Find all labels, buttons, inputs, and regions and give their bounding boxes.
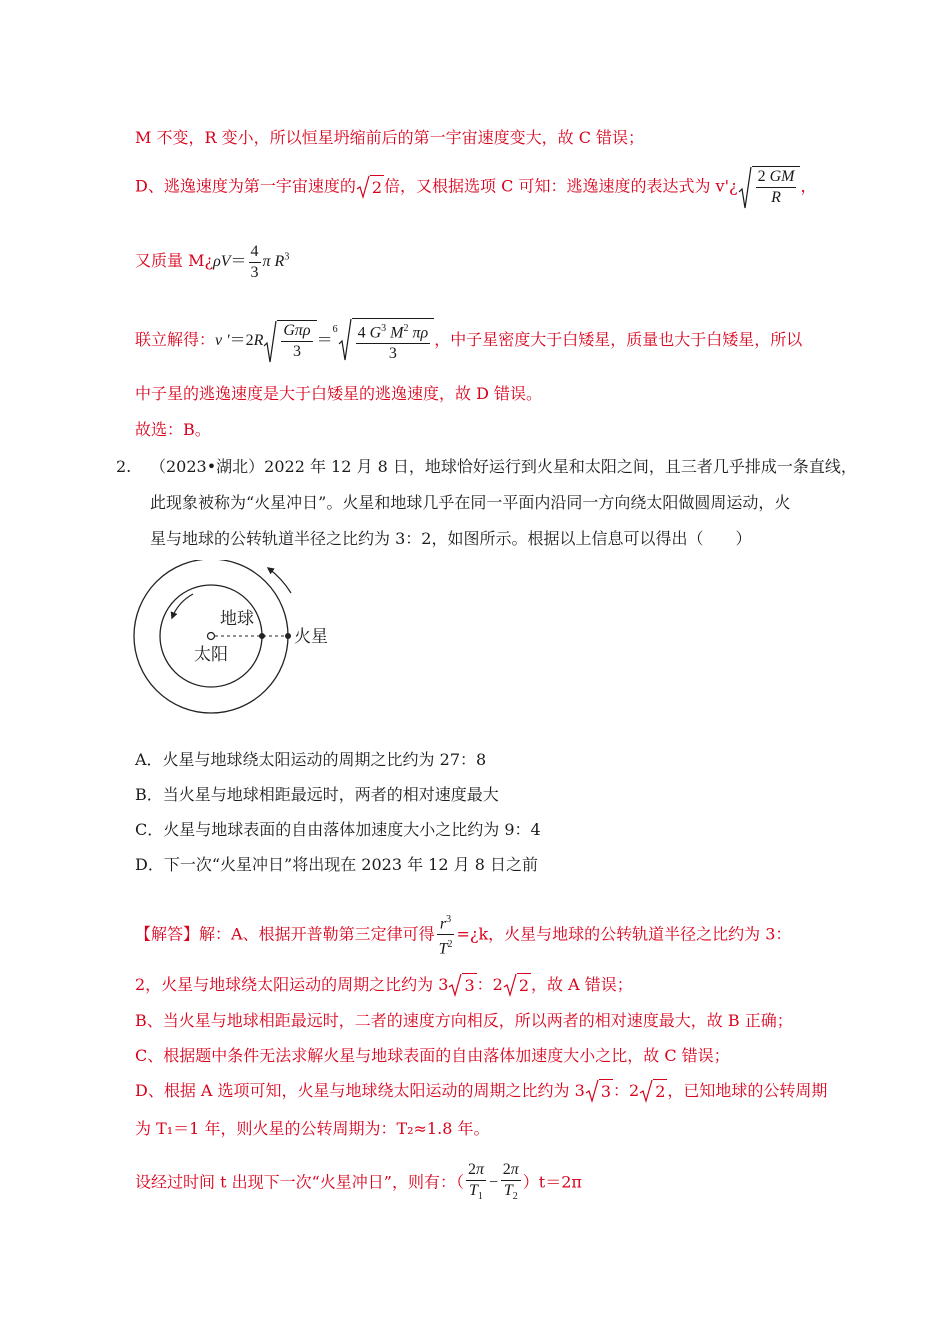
text-segment: 设经过时间 t 出现下一次“火星冲日”，则有：（ xyxy=(135,1172,464,1192)
answer-line xyxy=(135,973,633,998)
sqrt-3: 3 xyxy=(585,1079,613,1104)
text-segment: 倍，又根据选项 C 可知：逃逸速度的表达式为 v'¿ xyxy=(384,176,738,196)
earth-direction-arrow xyxy=(172,594,193,618)
answer-line xyxy=(135,910,791,960)
option-d[interactable]: D．下一次“火星冲日”将出现在 2023 年 12 月 8 日之前 xyxy=(135,855,538,874)
question-text: 星与地球的公转轨道半径之比约为 3：2，如图所示。根据以上信息可以得出（ ） xyxy=(150,529,752,548)
answer-tag: 【解答】 xyxy=(135,924,200,944)
sqrt-3: 3 xyxy=(448,973,476,998)
kepler-fraction: $\frac{r^3}{T^2}$ xyxy=(437,910,455,960)
text-line: M 不变，R 变小，所以恒星坍缩前后的第一宇宙速度变大，故 C 错误； xyxy=(135,128,645,147)
question-number: 2. xyxy=(116,457,132,476)
text-segment: 又质量 M¿ xyxy=(135,251,214,271)
question-text: （2023•湖北）2022 年 12 月 8 日，地球恰好运行到火星和太阳之间，且三者几乎排成一条直线， xyxy=(150,457,857,476)
option-c[interactable]: C．火星与地球表面的自由落体加速度大小之比约为 9：4 xyxy=(135,820,541,839)
text-segment: D、根据 A 选项可知，火星与地球绕太阳运动的周期之比约为 3 xyxy=(135,1081,585,1100)
text-line xyxy=(135,166,816,208)
text-segment: ，已知地球的公转周期 xyxy=(667,1081,828,1100)
sqrt-2: 2 xyxy=(356,175,384,200)
orbit-diagram xyxy=(128,560,338,720)
question-text: 此现象被称为“火星冲日”。火星和地球几乎在同一平面内沿同一方向绕太阳做圆周运动，火 xyxy=(150,493,791,512)
text-line: 故选：B。 xyxy=(135,420,211,439)
sqrt-2gm-r: $\frac{2 GM}{R}$ xyxy=(738,166,801,208)
text-segment: 2，火星与地球绕太阳运动的周期之比约为 3 xyxy=(135,975,449,994)
text-segment: =¿k，火星与地球的公转轨道半径之比约为 3： xyxy=(456,924,792,944)
text-segment: 解：A、根据开普勒第三定律可得 xyxy=(199,924,435,944)
sun-marker xyxy=(208,633,215,640)
answer-line xyxy=(135,1160,582,1207)
mars-marker xyxy=(285,633,291,639)
sqrt-2: 2 xyxy=(639,1079,667,1104)
mass-formula: ρV＝ $\frac{4}{3}$ π $R^3$ xyxy=(213,243,290,281)
text-line xyxy=(135,242,289,283)
text-line xyxy=(135,318,802,364)
mars-label: 火星 xyxy=(294,627,328,646)
answer-line: 为 T₁＝1 年，则火星的公转周期为：T₂≈1.8 年。 xyxy=(135,1119,490,1138)
answer-line xyxy=(135,1079,827,1104)
text-segment: ，故 A 错误； xyxy=(531,975,633,994)
text-segment: 联立解得： xyxy=(135,329,216,349)
sun-label: 太阳 xyxy=(194,645,228,664)
synodic-formula: $\frac{2\pi}{T_1}$ − $\frac{2\pi}{T_2}$ xyxy=(467,1161,519,1203)
option-a[interactable]: A．火星与地球绕太阳运动的周期之比约为 27：8 xyxy=(135,750,487,769)
text-segment: ：2 xyxy=(476,975,503,994)
earth-marker xyxy=(259,633,265,639)
sqrt-2: 2 xyxy=(503,973,531,998)
text-segment: ）t＝2π xyxy=(522,1172,582,1192)
earth-label: 地球 xyxy=(220,609,254,628)
text-segment: ， xyxy=(800,176,817,196)
text-segment: ：2 xyxy=(613,1081,640,1100)
text-segment: ，中子星密度大于白矮星，质量也大于白矮星，所以 xyxy=(434,329,803,349)
option-b[interactable]: B．当火星与地球相距最远时，两者的相对速度最大 xyxy=(135,785,499,804)
answer-line: C、根据题中条件无法求解火星与地球表面的自由落体加速度大小之比，故 C 错误； xyxy=(135,1046,730,1065)
solution-formula: v '＝2R $\frac{\text{Gπρ}}{3}$ ＝$^6$ $\frac{4 G^3 M^2 \pi\rho}{3}$ xyxy=(215,332,434,349)
text-line: 中子星的逃逸速度是大于白矮星的逃逸速度，故 D 错误。 xyxy=(135,384,543,403)
answer-line: B、当火星与地球相距最远时，二者的速度方向相反，所以两者的相对速度最大，故 B 正确； xyxy=(135,1011,793,1030)
text-segment: D、逃逸速度为第一宇宙速度的 xyxy=(135,176,356,196)
